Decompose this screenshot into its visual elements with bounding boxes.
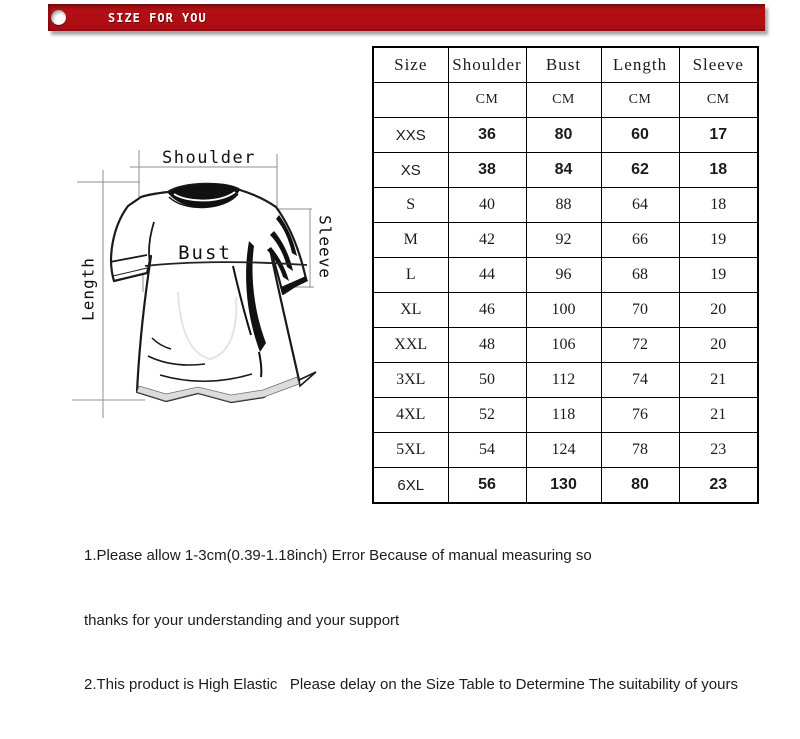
size-value: 50 [448, 363, 526, 398]
size-value: 52 [448, 398, 526, 433]
column-header-bust: Bust [526, 47, 601, 83]
size-value: 64 [601, 188, 679, 223]
size-value: 84 [526, 153, 601, 188]
size-value: 48 [448, 328, 526, 363]
note-line-2: thanks for your understanding and your support [84, 611, 400, 629]
unit-cell: CM [679, 83, 758, 118]
tshirt-drawing [110, 184, 316, 402]
size-value: 56 [448, 468, 526, 504]
size-row-xl [373, 293, 758, 328]
size-label: 6XL [373, 468, 448, 504]
size-value: 74 [601, 363, 679, 398]
size-value: 17 [679, 118, 758, 153]
size-value: 23 [679, 468, 758, 504]
size-value: 66 [601, 223, 679, 258]
size-label: XXS [373, 118, 448, 153]
size-row-m [373, 223, 758, 258]
column-header-shoulder: Shoulder [448, 47, 526, 83]
size-label: 3XL [373, 363, 448, 398]
size-value: 18 [679, 153, 758, 188]
size-row-s [373, 188, 758, 223]
size-row-4xl [373, 398, 758, 433]
size-value: 20 [679, 328, 758, 363]
size-row-xxl [373, 328, 758, 363]
size-value: 19 [679, 258, 758, 293]
column-header-sleeve: Sleeve [679, 47, 758, 83]
size-value: 20 [679, 293, 758, 328]
size-value: 76 [601, 398, 679, 433]
size-value: 60 [601, 118, 679, 153]
size-value: 62 [601, 153, 679, 188]
size-value: 72 [601, 328, 679, 363]
size-label: XL [373, 293, 448, 328]
size-value: 100 [526, 293, 601, 328]
size-value: 88 [526, 188, 601, 223]
note-line-1: 1.Please allow 1-3cm(0.39-1.18inch) Error Because of manual measuring so [84, 547, 592, 564]
unit-cell: CM [526, 83, 601, 118]
size-row-l [373, 258, 758, 293]
size-row-3xl [373, 363, 758, 398]
bust-label: Bust [178, 242, 232, 264]
size-value: 92 [526, 223, 601, 258]
size-value: 80 [601, 468, 679, 504]
size-value: 46 [448, 293, 526, 328]
column-header-length: Length [601, 47, 679, 83]
size-label: S [373, 188, 448, 223]
size-label: M [373, 223, 448, 258]
sleeve-label: Sleeve [315, 215, 335, 279]
tshirt-diagram [60, 140, 350, 430]
size-value: 106 [526, 328, 601, 363]
size-label: XS [373, 153, 448, 188]
size-label: 5XL [373, 433, 448, 468]
size-value: 23 [679, 433, 758, 468]
grommet-icon [51, 10, 66, 25]
unit-cell [373, 83, 448, 118]
size-value: 118 [526, 398, 601, 433]
size-value: 38 [448, 153, 526, 188]
size-value: 36 [448, 118, 526, 153]
size-label: XXL [373, 328, 448, 363]
size-table-body [373, 118, 758, 504]
length-label: Length [78, 257, 98, 321]
size-value: 18 [679, 188, 758, 223]
size-value: 80 [526, 118, 601, 153]
size-value: 40 [448, 188, 526, 223]
size-value: 54 [448, 433, 526, 468]
unit-cell: CM [601, 83, 679, 118]
banner [48, 4, 765, 31]
size-table-head-row [373, 47, 758, 83]
size-value: 19 [679, 223, 758, 258]
size-table-unit-row [373, 83, 758, 118]
size-value: 21 [679, 398, 758, 433]
size-value: 68 [601, 258, 679, 293]
size-value: 70 [601, 293, 679, 328]
banner-title: SIZE FOR YOU [108, 10, 207, 25]
unit-cell: CM [448, 83, 526, 118]
size-value: 78 [601, 433, 679, 468]
column-header-size: Size [373, 47, 448, 83]
shoulder-label: Shoulder [162, 148, 256, 168]
size-label: 4XL [373, 398, 448, 433]
notes [84, 502, 784, 739]
size-value: 21 [679, 363, 758, 398]
size-row-xs [373, 153, 758, 188]
size-value: 130 [526, 468, 601, 504]
size-label: L [373, 258, 448, 293]
size-value: 112 [526, 363, 601, 398]
size-value: 44 [448, 258, 526, 293]
size-row-5xl [373, 433, 758, 468]
size-table [372, 46, 759, 504]
size-value: 42 [448, 223, 526, 258]
size-value: 96 [526, 258, 601, 293]
size-row-6xl [373, 468, 758, 504]
size-value: 124 [526, 433, 601, 468]
size-row-xxs [373, 118, 758, 153]
note-line-3: 2.This product is High Elastic Please delay on the Size Table to Determine The suitability of yours [84, 676, 738, 693]
